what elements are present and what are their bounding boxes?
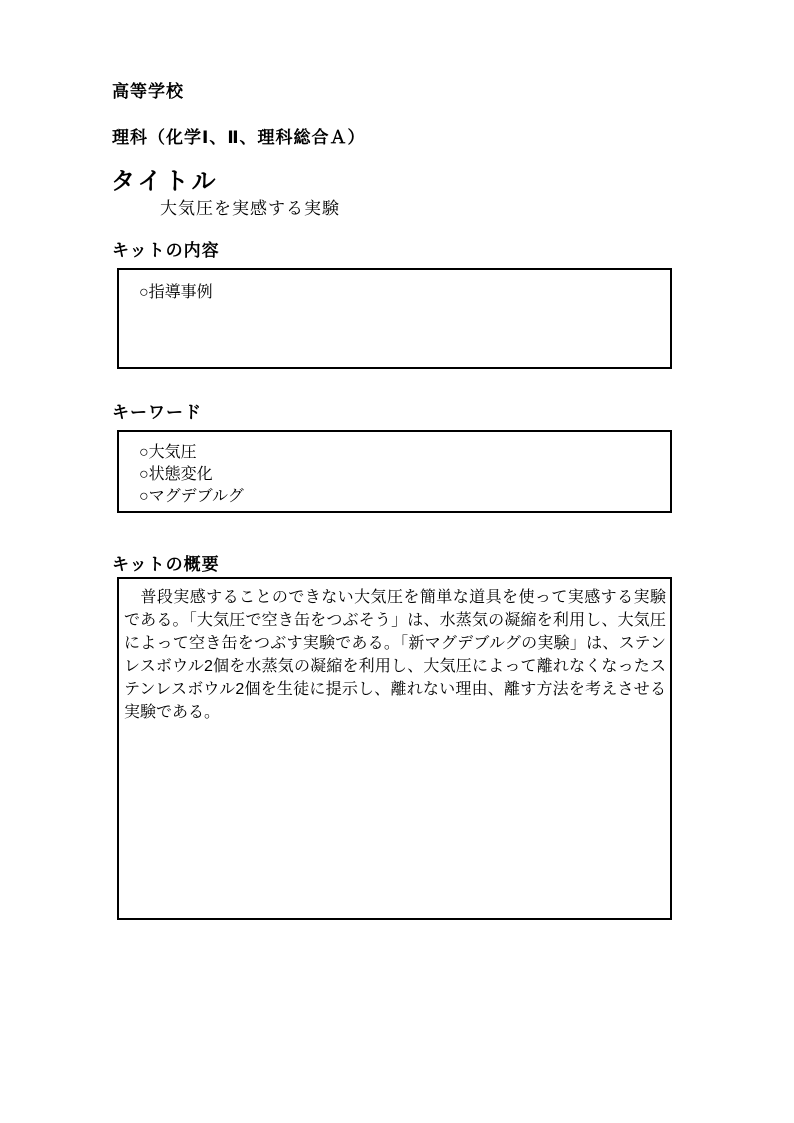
kit-contents-item: ○指導事例	[139, 284, 213, 301]
keyword-item: ○大気圧	[139, 444, 197, 461]
kit-summary-box	[117, 577, 672, 920]
keywords-box	[117, 430, 672, 513]
title-value: 大気圧を実感する実験	[160, 199, 340, 218]
keywords-heading: キーワード	[112, 403, 202, 422]
school-level-heading: 高等学校	[112, 82, 184, 101]
keyword-item: ○マグデブルグ	[139, 488, 244, 505]
keyword-item: ○状態変化	[139, 466, 213, 483]
title-label: タイトル	[111, 168, 219, 195]
kit-contents-heading: キットの内容	[112, 241, 220, 260]
kit-summary-body: 普段実感することのできない大気圧を簡単な道具を使って実感する実験である。「大気圧で空き缶をつぶそう」は、水蒸気の凝縮を利用し、大気圧によって空き缶をつぶす実験である。「新マグデブルグの実験」は、ステンレスボウル2個を水蒸気の凝縮を利用し、大気圧によって離れなくなったステンレスボウル2個を生徒に提示し、離れない理由、離す方法を考えさせる実験である。	[124, 589, 666, 721]
kit-summary-heading: キットの概要	[112, 555, 220, 574]
subject-heading: 理科（化学Ⅰ、Ⅱ、理科総合Ａ）	[112, 128, 366, 147]
kit-contents-box	[117, 268, 672, 369]
